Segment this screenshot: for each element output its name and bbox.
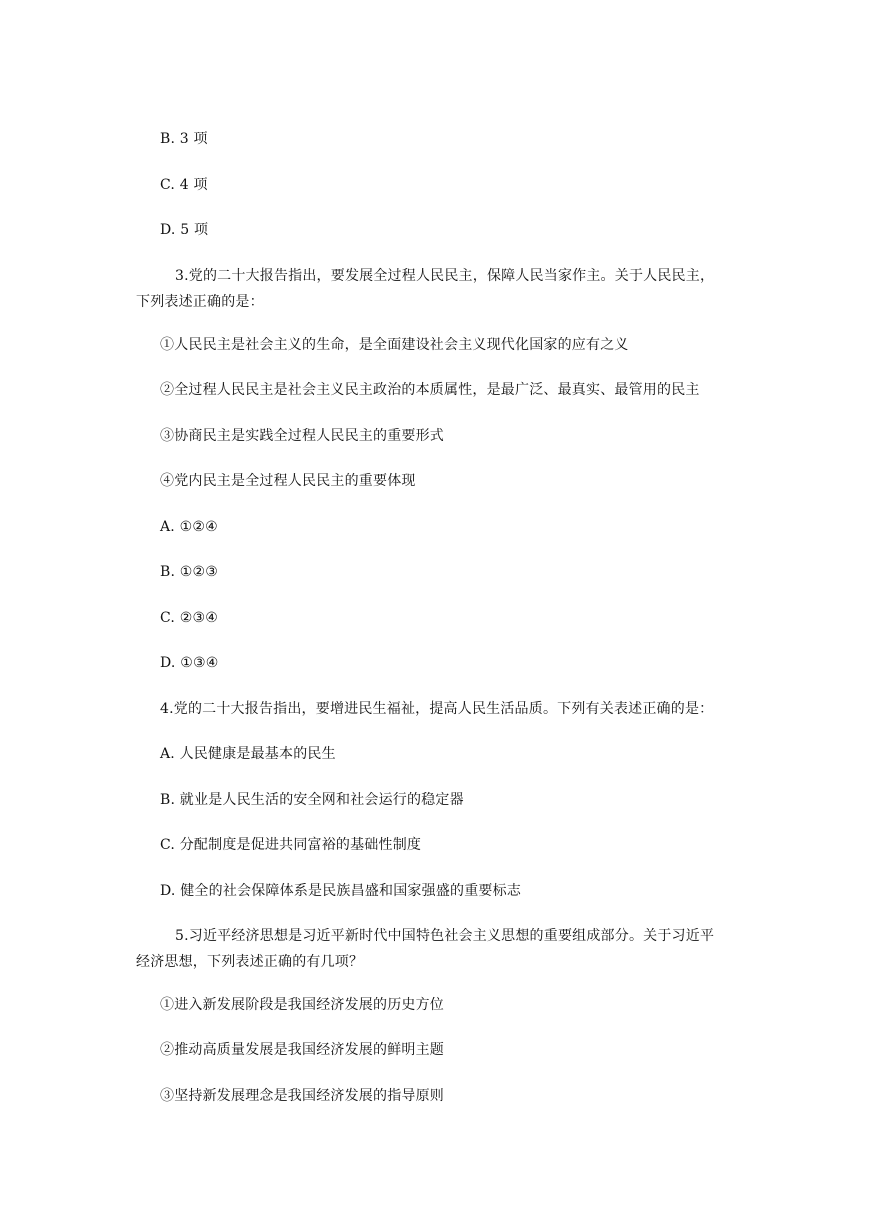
question-5-statement-2: ②推动高质量发展是我国经济发展的鲜明主题 [160, 1042, 444, 1058]
question-4-option-b: B. 就业是人民生活的安全网和社会运行的稳定器 [160, 792, 464, 808]
question-4: 4.党的二十大报告指出，要增进民生福祉，提高人民生活品质。下列有关表述正确的是： [160, 701, 714, 717]
statement-3: ③协商民主是实践全过程人民民主的重要形式 [160, 428, 444, 444]
question-4-option-d: D. 健全的社会保障体系是民族昌盛和国家强盛的重要标志 [160, 883, 522, 899]
question-5-line-2: 经济思想，下列表述正确的有几项？ [136, 954, 364, 970]
question-4-option-c: C. 分配制度是促进共同富裕的基础性制度 [160, 837, 422, 853]
question-5-statement-3: ③坚持新发展理念是我国经济发展的指导原则 [160, 1088, 444, 1104]
option-c-4: C. 4 项 [160, 177, 208, 193]
question-3-option-a: A. ①②④ [160, 519, 218, 535]
statement-2: ②全过程人民民主是社会主义民主政治的本质属性，是最广泛、最真实、最管用的民主 [160, 382, 700, 398]
question-3-option-b: B. ①②③ [160, 564, 219, 580]
statement-1: ①人民民主是社会主义的生命，是全面建设社会主义现代化国家的应有之义 [160, 337, 629, 353]
question-5-line-1: 5.习近平经济思想是习近平新时代中国特色社会主义思想的重要组成部分。关于习近平 [175, 928, 715, 944]
question-3-line-1: 3.党的二十大报告指出，要发展全过程人民民主，保障人民当家作主。关于人民民主， [175, 268, 715, 284]
question-3-option-c: C. ②③④ [160, 610, 218, 626]
question-3-line-2: 下列表述正确的是： [136, 294, 264, 310]
statement-4: ④党内民主是全过程人民民主的重要体现 [160, 473, 416, 489]
question-3-option-d: D. ①③④ [160, 655, 219, 671]
option-d-5: D. 5 项 [160, 222, 209, 238]
question-5-statement-1: ①进入新发展阶段是我国经济发展的历史方位 [160, 997, 444, 1013]
question-4-option-a: A. 人民健康是最基本的民生 [160, 746, 336, 762]
option-b-3: B. 3 项 [160, 131, 208, 147]
